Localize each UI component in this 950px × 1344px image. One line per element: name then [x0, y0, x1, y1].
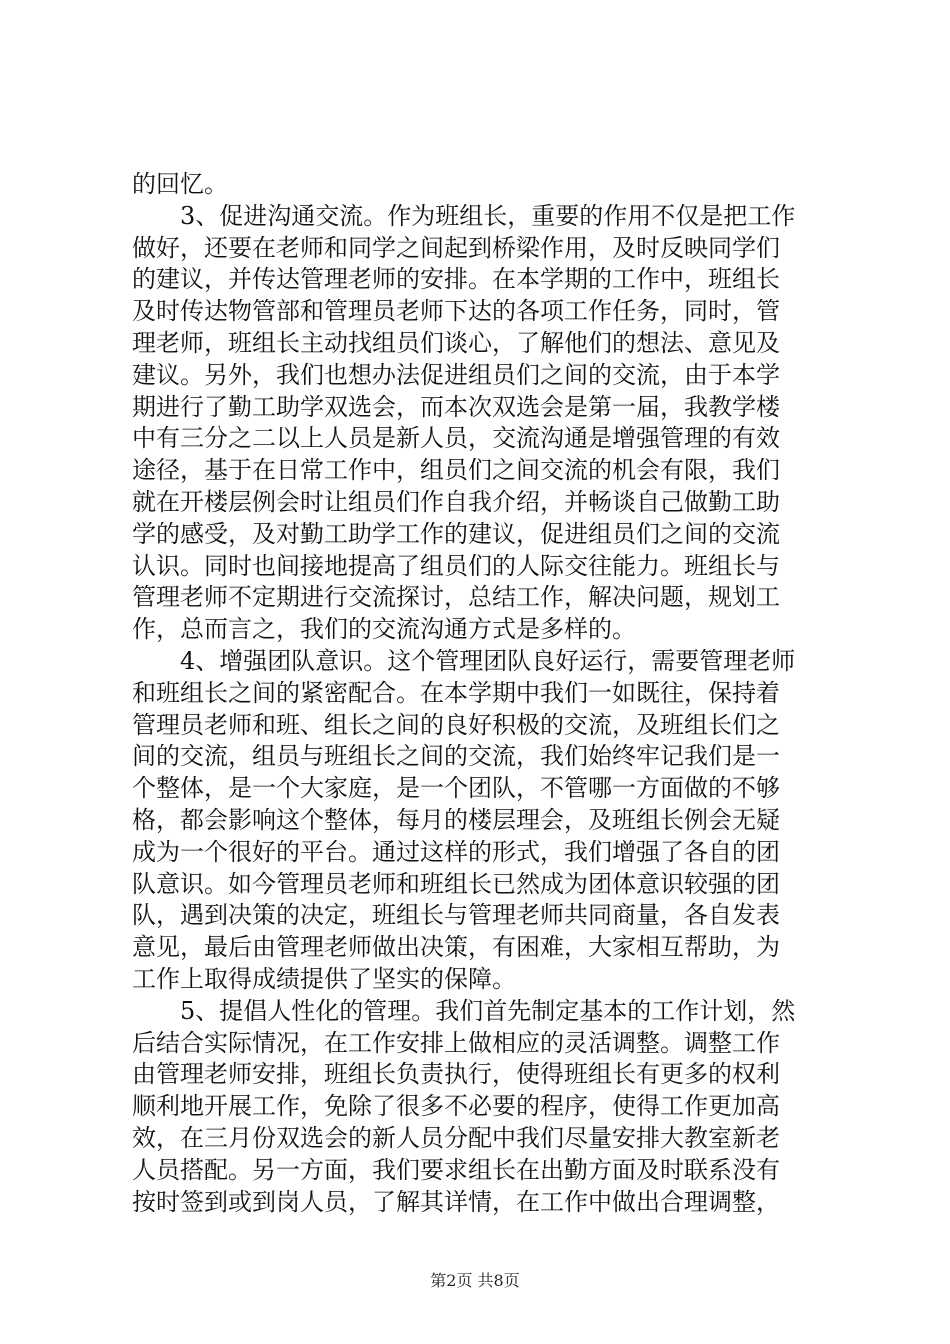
- text-line: 管理员老师和班、组长之间的良好积极的交流，及班组长们之: [132, 710, 780, 739]
- text-line: 的回忆。: [132, 170, 228, 198]
- text-line: 成为一个很好的平台。通过这样的形式，我们增强了各自的团: [132, 837, 780, 866]
- text-line: 期进行了勤工助学双选会，而本次双选会是第一届，我教学楼: [132, 392, 780, 421]
- paragraph-4-start: 4、增强团队意识。这个管理团队良好运行，需要管理老师: [180, 646, 796, 675]
- text-line: 中有三分之二以上人员是新人员，交流沟通是增强管理的有效: [132, 424, 780, 453]
- text-line: 和班组长之间的紧密配合。在本学期中我们一如既往，保持着: [132, 678, 780, 707]
- text-line: 意见，最后由管理老师做出决策，有困难，大家相互帮助，为: [132, 933, 780, 962]
- text-line: 顺利地开展工作，免除了很多不必要的程序，使得工作更加高: [132, 1092, 780, 1121]
- text-line: 理老师，班组长主动找组员们谈心，了解他们的想法、意见及: [132, 328, 780, 357]
- page-footer: 第2页 共8页: [430, 1271, 520, 1290]
- text-line: 认识。同时也间接地提高了组员们的人际交往能力。班组长与: [132, 551, 780, 580]
- text-line: 做好，还要在老师和同学之间起到桥梁作用，及时反映同学们: [132, 233, 780, 262]
- text-line: 学的感受，及对勤工助学工作的建议，促进组员们之间的交流: [132, 519, 780, 548]
- text-line: 格，都会影响这个整体，每月的楼层理会，及班组长例会无疑: [132, 805, 780, 834]
- text-line: 效，在三月份双选会的新人员分配中我们尽量安排大教室新老: [132, 1123, 780, 1152]
- text-line: 由管理老师安排，班组长负责执行，使得班组长有更多的权利: [132, 1060, 780, 1089]
- text-line: 间的交流，组员与班组长之间的交流，我们始终牢记我们是一: [132, 742, 780, 771]
- body-text: [132, 169, 832, 1218]
- text-line: 个整体，是一个大家庭，是一个团队，不管哪一方面做的不够: [132, 774, 780, 803]
- text-line: 管理老师不定期进行交流探讨，总结工作，解决问题，规划工: [132, 583, 780, 612]
- text-line: 按时签到或到岗人员，了解其详情，在工作中做出合理调整，: [132, 1187, 780, 1216]
- text-line: 及时传达物管部和管理员老师下达的各项工作任务，同时，管: [132, 297, 780, 326]
- text-line: 人员搭配。另一方面，我们要求组长在出勤方面及时联系没有: [132, 1155, 780, 1184]
- paragraph-3-start: 3、促进沟通交流。作为班组长，重要的作用不仅是把工作: [180, 201, 796, 230]
- text-line: 建议。另外，我们也想办法促进组员们之间的交流，由于本学: [132, 360, 780, 389]
- text-line: 作，总而言之，我们的交流沟通方式是多样的。: [132, 615, 636, 644]
- text-line: 后结合实际情况，在工作安排上做相应的灵活调整。调整工作: [132, 1028, 780, 1057]
- text-line: 的建议，并传达管理老师的安排。在本学期的工作中，班组长: [132, 265, 780, 294]
- paragraph-5-start: 5、提倡人性化的管理。我们首先制定基本的工作计划，然: [180, 996, 796, 1025]
- text-line: 队，遇到决策的决定，班组长与管理老师共同商量，各自发表: [132, 901, 780, 930]
- text-line: 工作上取得成绩提供了坚实的保障。: [132, 964, 516, 993]
- text-line: 就在开楼层例会时让组员们作自我介绍，并畅谈自己做勤工助: [132, 487, 780, 516]
- text-line: 队意识。如今管理员老师和班组长已然成为团体意识较强的团: [132, 869, 780, 898]
- text-line: 途径，基于在日常工作中，组员们之间交流的机会有限，我们: [132, 456, 780, 485]
